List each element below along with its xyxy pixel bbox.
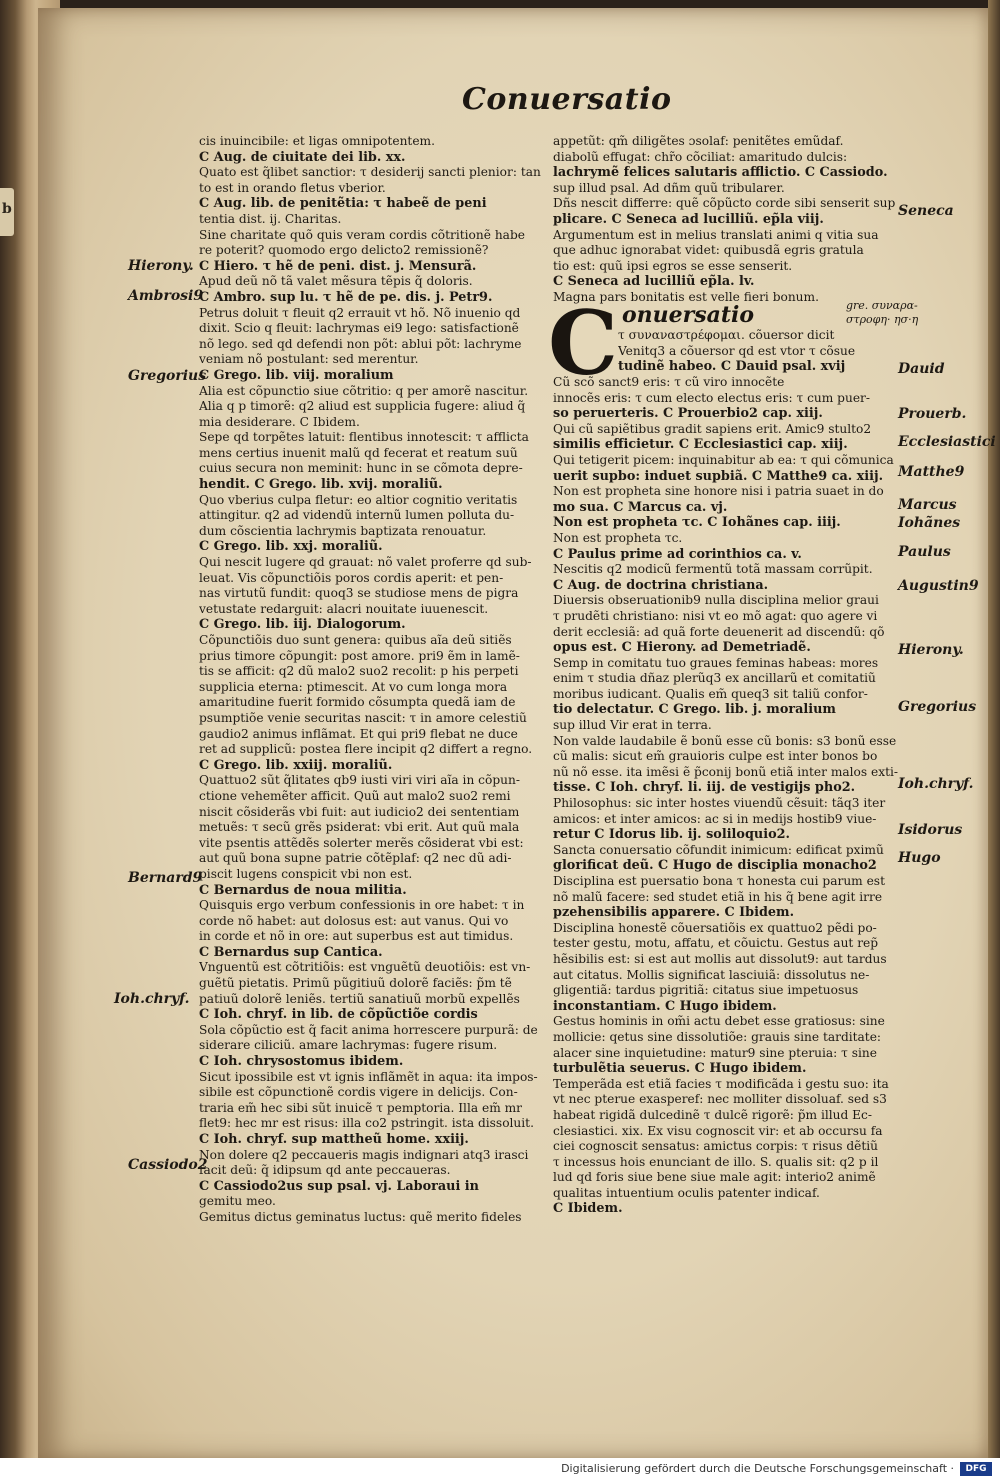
- rubric-line: C Cassiodo2us sup psal. vj. Laboraui in: [199, 1178, 479, 1194]
- rubric-line: tio delectatur. C Grego. lib. j. moralium: [553, 702, 836, 718]
- text-line: ret ad supplicũ: postea flere incipit q2 differt a regno.: [199, 742, 533, 757]
- text-line: cuius secura non meminit: hunc in se cõmota depre-: [199, 461, 523, 476]
- text-line: vite psentis attẽdẽs solerter merẽs cõsiderat vbi est:: [199, 835, 524, 850]
- text-line: dixit. Scio q fleuit: lachrymas ei9 lego: satisfactionẽ: [199, 321, 519, 336]
- text-line: mens certius inuenit malũ qd fecerat et reatum suũ: [199, 445, 518, 460]
- rubric-line: C Paulus prime ad corinthios ca. v.: [553, 546, 802, 562]
- text-line: hẽsibilis est: si est aut mollis aut dissolut9: aut tardus: [553, 951, 887, 966]
- text-line: diabolũ effugat: chr̃o cõciliat: amaritudo dulcis:: [553, 149, 848, 164]
- rubric-line: C Aug. lib. de penitẽtia: τ habeẽ de peni: [199, 196, 487, 212]
- text-line: alacer sine inquietudine: matur9 sine pteruia: τ sine: [553, 1045, 877, 1060]
- rubric-line: C Grego. lib. xxiij. moraliũ.: [199, 757, 393, 773]
- text-line: tio est: quũ ipsi egros se esse senserit.: [553, 258, 793, 273]
- edge-tab-letter: b: [2, 201, 12, 217]
- text-line: psumptiõe venie securitas nascit: τ in amore celestiũ: [199, 710, 527, 725]
- text-line: nũ nõ esse. ita imẽsi ẽ p̃conij bonũ etiã inter malos exti-: [553, 764, 898, 779]
- text-line: Quo vberius culpa fletur: eo altior cognitio veritatis: [199, 492, 518, 507]
- text-line: aut citatus. Mollis significat lasciuiã: dissolutus ne-: [553, 967, 870, 982]
- text-line: cũ malis: sicut em̃ grauioris culpe est inter bonos bo: [553, 749, 878, 764]
- text-line: Quato est q̃libet sanctior: τ desiderij sancti plenior: tan: [199, 165, 541, 180]
- text-line: clesiastici. xix. Ex visu cognoscit vir: et ab occursu fa: [553, 1123, 883, 1138]
- rubric-line: retur C Idorus lib. ij. soliloquio2.: [553, 827, 790, 843]
- rubric-line: similis efficietur. C Ecclesiastici cap. xiij.: [553, 437, 848, 453]
- page-header-title: Conuersatio: [462, 82, 672, 117]
- text-line: Sola cõpũctio est q̃ facit anima horrescere purpurã: de: [199, 1022, 538, 1037]
- text-line: corde nõ habet: aut dolosus est: aut vanus. Qui vo: [199, 913, 509, 928]
- text-line: siderare ciliciũ. amare lachrymas: fugere risum.: [199, 1038, 498, 1053]
- rubric-line: plicare. C Seneca ad lucilliũ. ep̃la viij.: [553, 211, 824, 227]
- text-line: amaritudine fuerit formido cõsumpta quedã iam de: [199, 695, 516, 710]
- margin-note: Isidorus: [898, 822, 963, 838]
- text-line: Semp in comitatu tuo graues feminas habeas: mores: [553, 655, 879, 670]
- margin-note: Prouerb.: [898, 406, 967, 422]
- text-line: Dñs nescit differre: quẽ cõpũcto corde sibi senserit sup: [553, 196, 896, 211]
- rubric-line: C Ioh. chryf. sup mattheũ home. xxiij.: [199, 1132, 469, 1147]
- margin-note: Paulus: [898, 544, 951, 560]
- text-line: tester gestu, motu, affatu, et cõuictu. Gestus aut rep̃: [553, 936, 879, 951]
- text-line: Disciplina honestẽ cõuersatiõis ex quattuo2 pẽdi po-: [553, 920, 877, 935]
- rubric-line: pzehensibilis apparere. C Ibidem.: [553, 905, 795, 921]
- text-line: niscit cõsiderãs vbi fuit: aut iudicio2 dei sententiam: [199, 804, 520, 819]
- margin-note: Iohãnes: [898, 515, 961, 531]
- right-page-edge: [988, 0, 1000, 1460]
- text-line: to est in orando fletus vberior.: [199, 180, 386, 195]
- rubric-line: C Grego. lib. iij. Dialogorum.: [199, 617, 406, 633]
- text-line: Petrus doluit τ fleuit q2 errauit vt hõ. Nõ inuenio qd: [199, 305, 521, 320]
- text-line: Alia est cõpunctio siue cõtritio: q per amorẽ nascitur.: [199, 383, 529, 398]
- text-line: innocẽs eris: τ cum electo electus eris: τ cum puer-: [553, 390, 870, 405]
- text-line: Sicut ipossibile est vt ignis inflãmẽt in aqua: ita impos-: [199, 1069, 538, 1084]
- greek-etymology-1: gre. συναρα-: [846, 299, 918, 312]
- text-line: Cũ scõ sanct9 eris: τ cũ viro innocẽte: [553, 375, 785, 389]
- margin-note: Marcus: [898, 497, 957, 513]
- margin-note: Ecclesiastici: [898, 434, 996, 450]
- text-line: derit ecclesiã: ad quã forte deuenerit ad discendũ: qõ: [553, 624, 885, 639]
- text-line: Sancta conuersatio cõfundit inimicum: edificat pximũ: [553, 842, 884, 857]
- rubric-line: Non est propheta τc. C Iohãnes cap. iiij.: [553, 515, 841, 531]
- text-line: ciei cognoscit sensatus: amictus corpis: τ risus dẽtiũ: [553, 1139, 879, 1154]
- text-line: que adhuc ignorabat videt: quibusdã egris gratula: [553, 243, 864, 258]
- text-line: attingitur. q2 ad videndũ internũ lumen polluta du-: [199, 508, 515, 523]
- margin-note: Augustin9: [898, 578, 979, 594]
- rubric-line: C Aug. de ciuitate dei lib. xx.: [199, 149, 406, 165]
- margin-note: Matthe9: [898, 464, 965, 480]
- rubric-line: C Ioh. chrysostomus ibidem.: [199, 1054, 404, 1070]
- right-column-bottom: [553, 375, 899, 1217]
- text-line: Qui tetigerit picem: inquinabitur ab ea: τ qui cõmunica: [553, 452, 894, 467]
- text-line: sup illud Vir erat in terra.: [553, 718, 712, 733]
- text-line: traria em̃ hec sibi sũt inuicẽ τ pemptoria. Illa em̃ mr: [199, 1100, 523, 1115]
- margin-note: Gregorius: [128, 368, 207, 384]
- text-line: habeat rigidã dulcedinẽ τ dulcẽ rigorẽ: p̃m illud Ec-: [553, 1107, 873, 1122]
- text-line: vt nec pterue exasperef: nec molliter dissoluaf. sed s3: [553, 1092, 887, 1107]
- right-column-top: [553, 134, 899, 306]
- text-line: supplicia eterna: ptimescit. At vo cum longa mora: [199, 679, 508, 694]
- text-line: Non valde laudabile ẽ bonũ esse cũ bonis: s3 bonũ esse: [553, 733, 897, 748]
- text-line: sup illud psal. Ad dñm quũ tribularer.: [553, 180, 785, 195]
- right-column-beside-initial: [618, 328, 898, 375]
- text-line: re poterit? quomodo ergo delicto2 remissionẽ?: [199, 243, 489, 258]
- margin-note: Gregorius: [898, 699, 977, 715]
- text-line: Temperãda est etiã facies τ modificãda i gestu suo: ita: [553, 1076, 889, 1091]
- text-line: nas virtutũ fundit: quoq3 se studiose mens de pigra: [199, 586, 519, 601]
- text-line: guẽtũ pietatis. Primũ pũgitiuũ dolorẽ faciẽs: p̃m tẽ: [199, 976, 512, 991]
- text-line: sibile est cõpunctionẽ cordis vigere in delicijs. Con-: [199, 1085, 518, 1100]
- rubric-line: lachrymẽ felices salutaris afflictio. C Cassiodo.: [553, 165, 888, 181]
- text-line: Vnguentũ est cõtritiõis: est vnguẽtũ deuotiõis: est vn-: [199, 960, 531, 975]
- funding-credit: Digitalisierung gefördert durch die Deutsche Forschungsgemeinschaft ·: [561, 1462, 954, 1475]
- text-line: Venitq3 a cõuersor qd est vtor τ cõsue: [618, 343, 856, 358]
- text-line: τ συναναστρέφομαι. cõuersor dicit: [618, 328, 835, 342]
- text-line: Non est propheta sine honore nisi i patria suaet in do: [553, 484, 884, 499]
- text-line: Argumentum est in melius translati animi q vitia sua: [553, 227, 879, 242]
- rubric-line: C Ibidem.: [553, 1201, 623, 1217]
- text-line: Apud deũ nõ tã valet mẽsura tẽpis q̃ doloris.: [199, 274, 473, 289]
- text-line: tentia dist. ij. Charitas.: [199, 211, 342, 226]
- text-line: veniam nõ postulant: sed merentur.: [199, 352, 419, 367]
- rubric-line: glorificat deũ. C Hugo de disciplia monacho2: [553, 858, 877, 874]
- text-line: Diuersis obseruationib9 nulla disciplina melior graui: [553, 593, 879, 608]
- text-line: Quisquis ergo verbum confessionis in ore habet: τ in: [199, 898, 525, 913]
- text-line: Sepe qd torpẽtes latuit: flentibus innotescit: τ afflicta: [199, 430, 529, 445]
- text-line: Disciplina est puersatio bona τ honesta cui parum est: [553, 874, 885, 888]
- text-line: Philosophus: sic inter hostes viuendũ cẽsuit: tãq3 iter: [553, 796, 886, 811]
- text-line: mia desiderare. C Ibidem.: [199, 414, 360, 429]
- text-line: mollicie: qetus sine dissolutiõe: grauis sine tarditate:: [553, 1029, 882, 1044]
- text-line: Quattuo2 sũt q̃litates qb9 iusti viri viri aĩa in cõpun-: [199, 773, 520, 788]
- margin-note: Hierony.: [898, 642, 964, 658]
- text-line: qualitas intuentium oculis patenter indicaf.: [553, 1185, 820, 1200]
- rubric-line: inconstantiam. C Hugo ibidem.: [553, 998, 777, 1014]
- text-line: piscit lugens conspicit vbi non est.: [199, 866, 413, 881]
- text-line: gligentiã: tardus pigritiã: citatus siue impetuosus: [553, 983, 859, 998]
- rubric-line: so peruerteris. C Prouerbio2 cap. xiij.: [553, 406, 823, 422]
- text-line: patiuũ dolorẽ leniẽs. tertiũ sanatiuũ morbũ expellẽs: [199, 991, 520, 1006]
- text-line: τ incessus hois enunciant de illo. S. qualis sit: q2 p il: [553, 1154, 879, 1169]
- greek-etymology-2: στροφη· ησ·η: [846, 313, 919, 326]
- margin-note: Ambrosi9: [128, 288, 204, 304]
- rubric-line: C Grego. lib. xxj. moraliũ.: [199, 539, 383, 555]
- margin-note: Cassiodo2: [128, 1157, 208, 1173]
- initial-letter: C: [547, 291, 619, 395]
- text-line: aut quũ bona supne patrie cõtẽplaf: q2 nec dũ adi-: [199, 851, 512, 866]
- dfg-logo: DFG: [960, 1462, 992, 1476]
- text-line: Qui cũ sapiẽtibus gradit sapiens erit. Amic9 stulto2: [553, 421, 872, 436]
- margin-note: Dauid: [898, 361, 945, 377]
- margin-note: Bernard9: [128, 870, 203, 886]
- margin-note: Hugo: [898, 850, 941, 866]
- text-line: cis inuincibile: et ligas omnipotentem.: [199, 134, 435, 148]
- text-line: dum cõscientia lachrymis baptizata renouatur.: [199, 523, 487, 538]
- text-line: appetũt: qm̃ diligẽtes ɔsolaf: penitẽtes emũdaf.: [553, 134, 844, 148]
- text-line: metuẽs: τ secũ grẽs psiderat: vbi erit. Aut quũ mala: [199, 820, 520, 835]
- text-line: enim τ studia dñaz plerũq3 ex ancillarũ et comitatiũ: [553, 671, 876, 686]
- text-line: lud qd foris siue bene siue male agit: interio2 animẽ: [553, 1170, 876, 1185]
- rubric-line: hendit. C Grego. lib. xvij. moraliũ.: [199, 477, 443, 493]
- margin-note: Seneca: [898, 203, 954, 219]
- rubric-line: C Seneca ad lucilliũ ep̃la. lv.: [553, 274, 755, 290]
- rubric-line: C Hiero. τ hẽ de peni. dist. j. Mensurã.: [199, 258, 477, 274]
- rubric-line: C Aug. de doctrina christiana.: [553, 577, 769, 593]
- text-line: Non dolere q2 peccaueris magis indignari atq3 irasci: [199, 1147, 529, 1162]
- text-line: ctione vehemẽter afficit. Quũ aut malo2 suo2 remi: [199, 788, 511, 803]
- rubric-line: C Bernardus sup Cantica.: [199, 944, 383, 960]
- margin-note: Ioh.chryf.: [114, 991, 190, 1007]
- text-line: Sine charitate quõ quis veram cordis cõtritionẽ habe: [199, 227, 525, 242]
- text-line: τ prudẽti christiano: nisi vt eo mõ agat: quo agere vi: [553, 608, 878, 623]
- margin-note: Ioh.chryf.: [898, 776, 974, 792]
- rubric-line: C Ambro. sup lu. τ hẽ de pe. dis. j. Petr9.: [199, 289, 493, 305]
- left-column: [199, 134, 543, 1226]
- text-line: Gemitus dictus geminatus luctus: quẽ merito fideles: [199, 1209, 522, 1224]
- text-line: Non est propheta τc.: [553, 530, 683, 545]
- text-line: facit deũ: q̃ idipsum qd ante peccaueras.: [199, 1163, 451, 1178]
- rubric-line: C Bernardus de noua militia.: [199, 882, 407, 898]
- text-line: vetustate redarguit: alacri nouitate iuuenescit.: [199, 601, 489, 616]
- text-line: gemitu meo.: [199, 1194, 276, 1209]
- section-heading: onuersatio: [622, 302, 755, 328]
- margin-note: Hierony.: [128, 258, 194, 274]
- text-line: tis se afficit: q2 dũ malo2 suo2 recolit: p his perpeti: [199, 664, 519, 679]
- rubric-line: turbulẽtia seuerus. C Hugo ibidem.: [553, 1061, 807, 1077]
- text-line: amicos: et inter amicos: ac si in medijs hostib9 viue-: [553, 811, 877, 826]
- text-line: flet9: hec mr est risus: illa co2 pstringit. ista dissoluit.: [199, 1116, 534, 1131]
- rubric-line: mo sua. C Marcus ca. vj.: [553, 499, 728, 515]
- text-line: Nescitis q2 modicũ fermentũ totã massam corrũpit.: [553, 562, 873, 577]
- text-line: Qui nescit lugere qd grauat: nõ valet proferre qd sub-: [199, 555, 532, 570]
- text-line: Gestus hominis in om̃i actu debet esse gratiosus: sine: [553, 1014, 885, 1029]
- text-line: Alia q p timorẽ: q2 aliud est supplicia fugere: aliud q̃: [199, 399, 526, 414]
- text-line: prius timore cõpungit: post amore. pri9 ẽm in lamẽ-: [199, 648, 520, 663]
- rubric-line: tudinẽ habeo. C Dauid psal. xvij: [618, 359, 846, 375]
- rubric-line: uerit supbo: induet supbiã. C Matthe9 ca. xiij.: [553, 468, 884, 484]
- text-line: Magna pars bonitatis est velle fieri bonum.: [553, 289, 819, 304]
- decorated-initial: [547, 291, 619, 395]
- text-line: nõ lego. sed qd defendi non põt: ablui põt: lachryme: [199, 336, 522, 351]
- rubric-line: C Ioh. chryf. in lib. de cõpũctiõe cordis: [199, 1007, 478, 1023]
- rubric-line: tisse. C Ioh. chryf. li. iij. de vestigijs pho2.: [553, 780, 856, 796]
- text-line: leuat. Vis cõpunctiõis poros cordis aperit: et pen-: [199, 570, 504, 585]
- rubric-line: opus est. C Hierony. ad Demetriadẽ.: [553, 640, 811, 656]
- text-line: in corde et nõ in ore: aut superbus est aut timidus.: [199, 929, 514, 944]
- text-line: nõ malũ facere: sed studet etiã in his q̃ bene agit irre: [553, 889, 883, 904]
- text-line: gaudio2 animus inflãmat. Et qui pri9 flebat ne duce: [199, 726, 518, 741]
- rubric-line: C Grego. lib. viij. moralium: [199, 367, 394, 383]
- text-line: Cõpunctiõis duo sunt genera: quibus aĩa deũ sitiẽs: [199, 633, 512, 647]
- text-line: moribus iudicant. Qualis em̃ queq3 sit taliũ confor-: [553, 686, 868, 701]
